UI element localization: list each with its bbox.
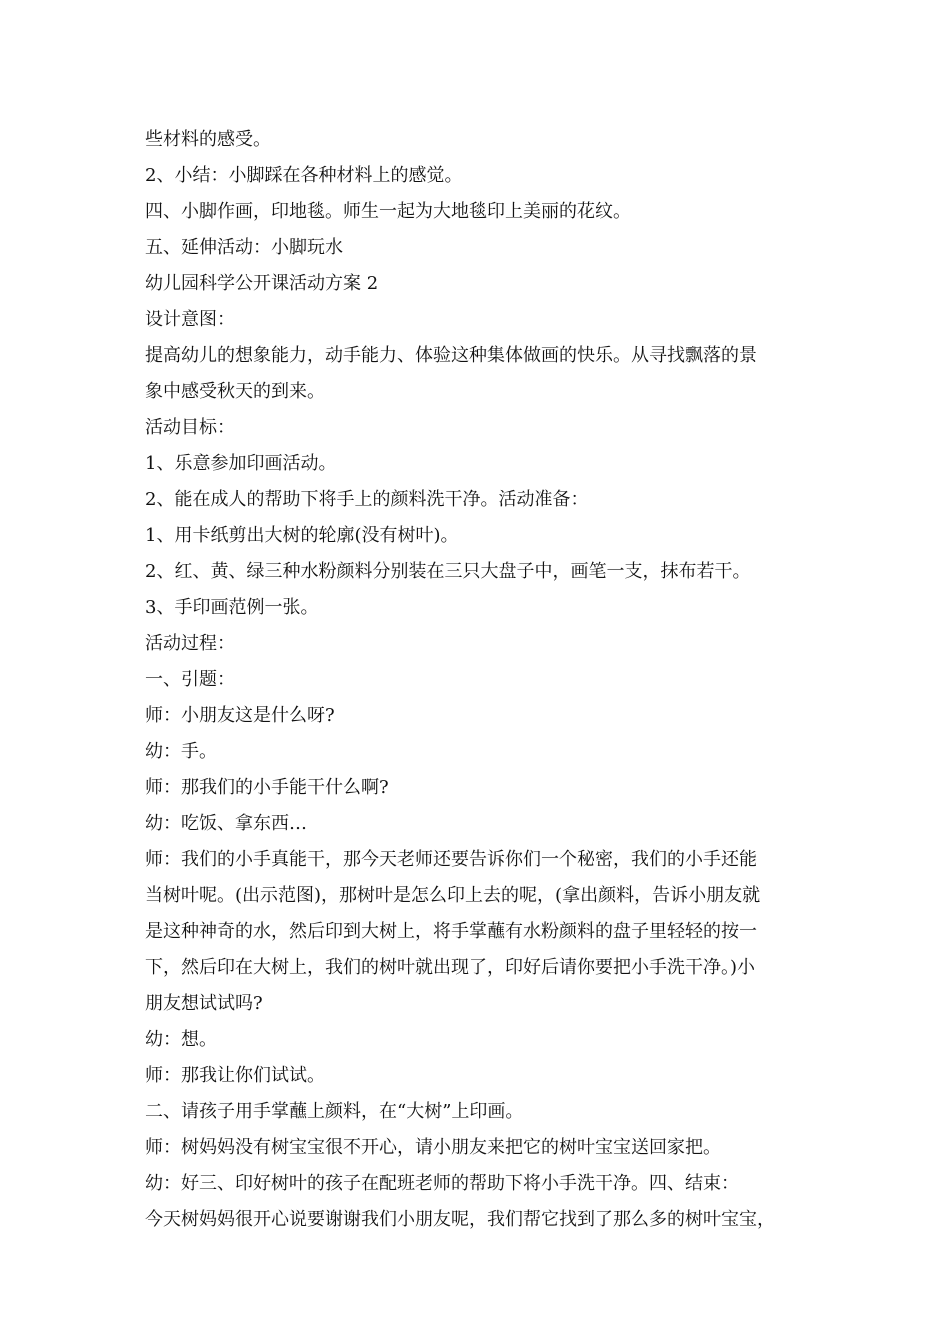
text-line: 2、红、黄、绿三种水粉颜料分别装在三只大盘子中，画笔一支，抹布若干。 — [145, 561, 751, 582]
text-line: 今天树妈妈很开心说要谢谢我们小朋友呢，我们帮它找到了那么多的树叶宝宝， — [145, 1209, 775, 1230]
text-line: 一、引题： — [145, 669, 235, 690]
text-line: 师：那我让你们试试。 — [145, 1065, 325, 1086]
text-line: 幼：吃饭、拿东西… — [145, 813, 307, 834]
text-line: 师：我们的小手真能干，那今天老师还要告诉你们一个秘密，我们的小手还能 — [145, 849, 757, 870]
text-line: 幼：手。 — [145, 741, 217, 762]
text-line: 幼：想。 — [145, 1029, 217, 1050]
text-line: 幼：好三、印好树叶的孩子在配班老师的帮助下将小手洗干净。四、结束： — [145, 1173, 739, 1194]
section-title: 幼儿园科学公开课活动方案 2 — [145, 273, 379, 294]
text-line: 1、乐意参加印画活动。 — [145, 453, 337, 474]
text-line: 朋友想试试吗? — [145, 993, 263, 1014]
text-line: 师：树妈妈没有树宝宝很不开心，请小朋友来把它的树叶宝宝送回家把。 — [145, 1137, 721, 1158]
text-line: 2、能在成人的帮助下将手上的颜料洗干净。活动准备： — [145, 489, 589, 510]
document-body — [145, 122, 825, 1238]
text-line: 2、小结：小脚踩在各种材料上的感觉。 — [145, 165, 463, 186]
text-line: 3、手印画范例一张。 — [145, 597, 319, 618]
text-line: 五、延伸活动：小脚玩水 — [145, 237, 343, 258]
text-line: 些材料的感受。 — [145, 129, 271, 150]
text-line: 师：小朋友这是什么呀? — [145, 705, 335, 726]
text-line: 二、请孩子用手掌蘸上颜料，在“大树”上印画。 — [145, 1101, 524, 1122]
text-line: 象中感受秋天的到来。 — [145, 381, 325, 402]
text-line: 是这种神奇的水，然后印到大树上，将手掌蘸有水粉颜料的盘子里轻轻的按一 — [145, 921, 757, 942]
text-line: 设计意图： — [145, 309, 235, 330]
text-line: 提高幼儿的想象能力，动手能力、体验这种集体做画的快乐。从寻找飘落的景 — [145, 345, 757, 366]
text-line: 当树叶呢。(出示范图)，那树叶是怎么印上去的呢，(拿出颜料，告诉小朋友就 — [145, 885, 761, 906]
text-line: 活动过程： — [145, 633, 235, 654]
text-line: 活动目标： — [145, 417, 235, 438]
text-line: 师：那我们的小手能干什么啊? — [145, 777, 389, 798]
text-line: 四、小脚作画，印地毯。师生一起为大地毯印上美丽的花纹。 — [145, 201, 631, 222]
text-line: 1、用卡纸剪出大树的轮廓(没有树叶)。 — [145, 525, 459, 546]
text-line: 下，然后印在大树上，我们的树叶就出现了，印好后请你要把小手洗干净。)小 — [145, 957, 756, 978]
